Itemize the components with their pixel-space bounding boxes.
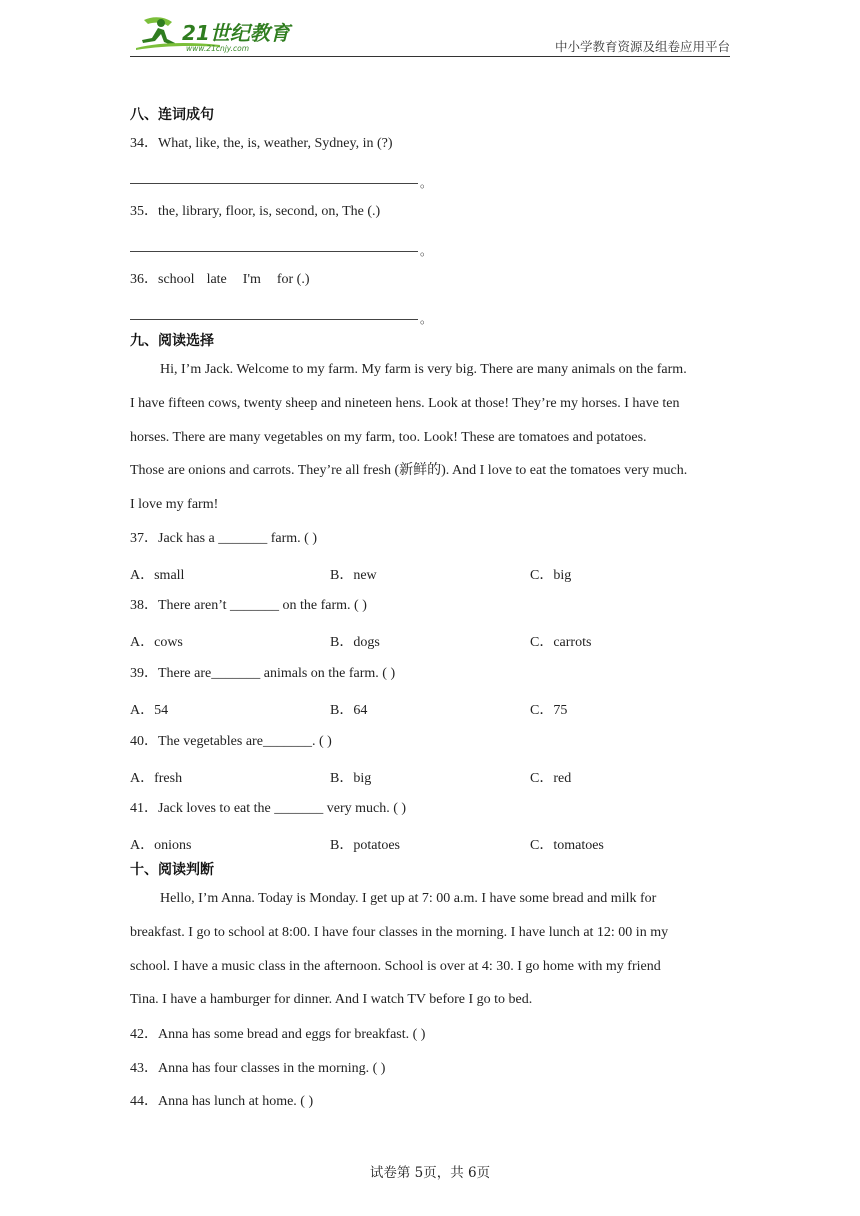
question-35: 35．the, library, floor, is, second, on, The (.) <box>130 204 381 219</box>
q41-option-c[interactable]: C．tomatoes <box>530 838 604 853</box>
question-40: 40．The vegetables are_______. ( ) <box>130 734 332 749</box>
logo-wordmark: 21世纪教育 <box>182 21 290 45</box>
platform-name: 中小学教育资源及组卷应用平台 <box>554 39 730 54</box>
site-logo <box>130 12 300 54</box>
q39-option-a[interactable]: A．54 <box>130 703 169 718</box>
q36-word-1: 36．school <box>130 272 195 287</box>
section-10-title: 十、阅读判断 <box>130 862 214 878</box>
q37-option-b[interactable]: B．new <box>330 568 377 583</box>
answer-line-36[interactable] <box>130 319 418 320</box>
passage-1-line: Those are onions and carrots. They’re all fresh (新鲜的). And I love to eat the tomatoes very much. <box>130 463 688 479</box>
q37-option-c[interactable]: C．big <box>530 568 572 583</box>
q36-word-2: late <box>206 272 227 287</box>
passage-1-line: I have fifteen cows, twenty sheep and nineteen hens. Look at those! They’re my horses. I have ten <box>130 395 680 411</box>
question-36 <box>130 271 310 289</box>
answer-line-34[interactable] <box>130 183 418 184</box>
passage-2-line: Tina. I have a hamburger for dinner. And I watch TV before I go to bed. <box>130 992 533 1008</box>
q40-option-b[interactable]: B．big <box>330 771 372 786</box>
q36-word-4: for (.) <box>276 272 310 287</box>
q39-option-c[interactable]: C．75 <box>530 703 568 718</box>
logo-url: www.21cnjy.com <box>186 44 250 53</box>
reading-passage-1 <box>130 361 735 530</box>
q40-option-a[interactable]: A．fresh <box>130 771 183 786</box>
period-34: 。 <box>420 176 433 190</box>
period-35: 。 <box>420 244 433 258</box>
question-34: 34．What, like, the, is, weather, Sydney, in (?) <box>130 136 393 151</box>
passage-1-line: horses. There are many vegetables on my farm, too. Look! These are tomatoes and potatoes. <box>130 429 647 445</box>
q36-word-3: I'm <box>242 272 261 287</box>
page-header <box>130 12 730 57</box>
question-41: 41．Jack loves to eat the _______ very much. ( ) <box>130 801 407 816</box>
period-36: 。 <box>420 312 433 326</box>
question-43: 43．Anna has four classes in the morning. ( ) <box>130 1061 386 1076</box>
passage-2-line: Hello, I’m Anna. Today is Monday. I get up at 7: 00 a.m. I have some bread and milk for <box>160 891 657 906</box>
q38-option-c[interactable]: C．carrots <box>530 635 592 650</box>
question-39: 39．There are_______ animals on the farm. ( ) <box>130 666 396 681</box>
q38-option-b[interactable]: B．dogs <box>330 635 380 650</box>
passage-1-line: I love my farm! <box>130 497 219 513</box>
q41-option-b[interactable]: B．potatoes <box>330 838 400 853</box>
q39-option-b[interactable]: B．64 <box>330 703 368 718</box>
question-44: 44．Anna has lunch at home. ( ) <box>130 1094 314 1109</box>
question-38: 38．There aren’t _______ on the farm. ( ) <box>130 598 367 613</box>
passage-1-line: Hi, I’m Jack. Welcome to my farm. My farm is very big. There are many animals on the farm. <box>160 362 687 377</box>
question-37: 37．Jack has a _______ farm. ( ) <box>130 531 318 546</box>
answer-line-35[interactable] <box>130 251 418 252</box>
question-42: 42．Anna has some bread and eggs for breakfast. ( ) <box>130 1027 426 1042</box>
q40-option-c[interactable]: C．red <box>530 771 572 786</box>
q41-option-a[interactable]: A．onions <box>130 838 192 853</box>
reading-passage-2 <box>130 890 735 1025</box>
q37-option-a[interactable]: A．small <box>130 568 185 583</box>
section-8-title: 八、连词成句 <box>130 107 214 123</box>
passage-2-line: school. I have a music class in the afternoon. School is over at 4: 30. I go home with my friend <box>130 958 661 974</box>
page-footer: 试卷第 5页，共 6页 <box>369 1165 491 1181</box>
passage-2-line: breakfast. I go to school at 8:00. I have four classes in the morning. I have lunch at 12: 00 in my <box>130 924 669 940</box>
q38-option-a[interactable]: A．cows <box>130 635 183 650</box>
section-9-title: 九、阅读选择 <box>130 333 214 349</box>
